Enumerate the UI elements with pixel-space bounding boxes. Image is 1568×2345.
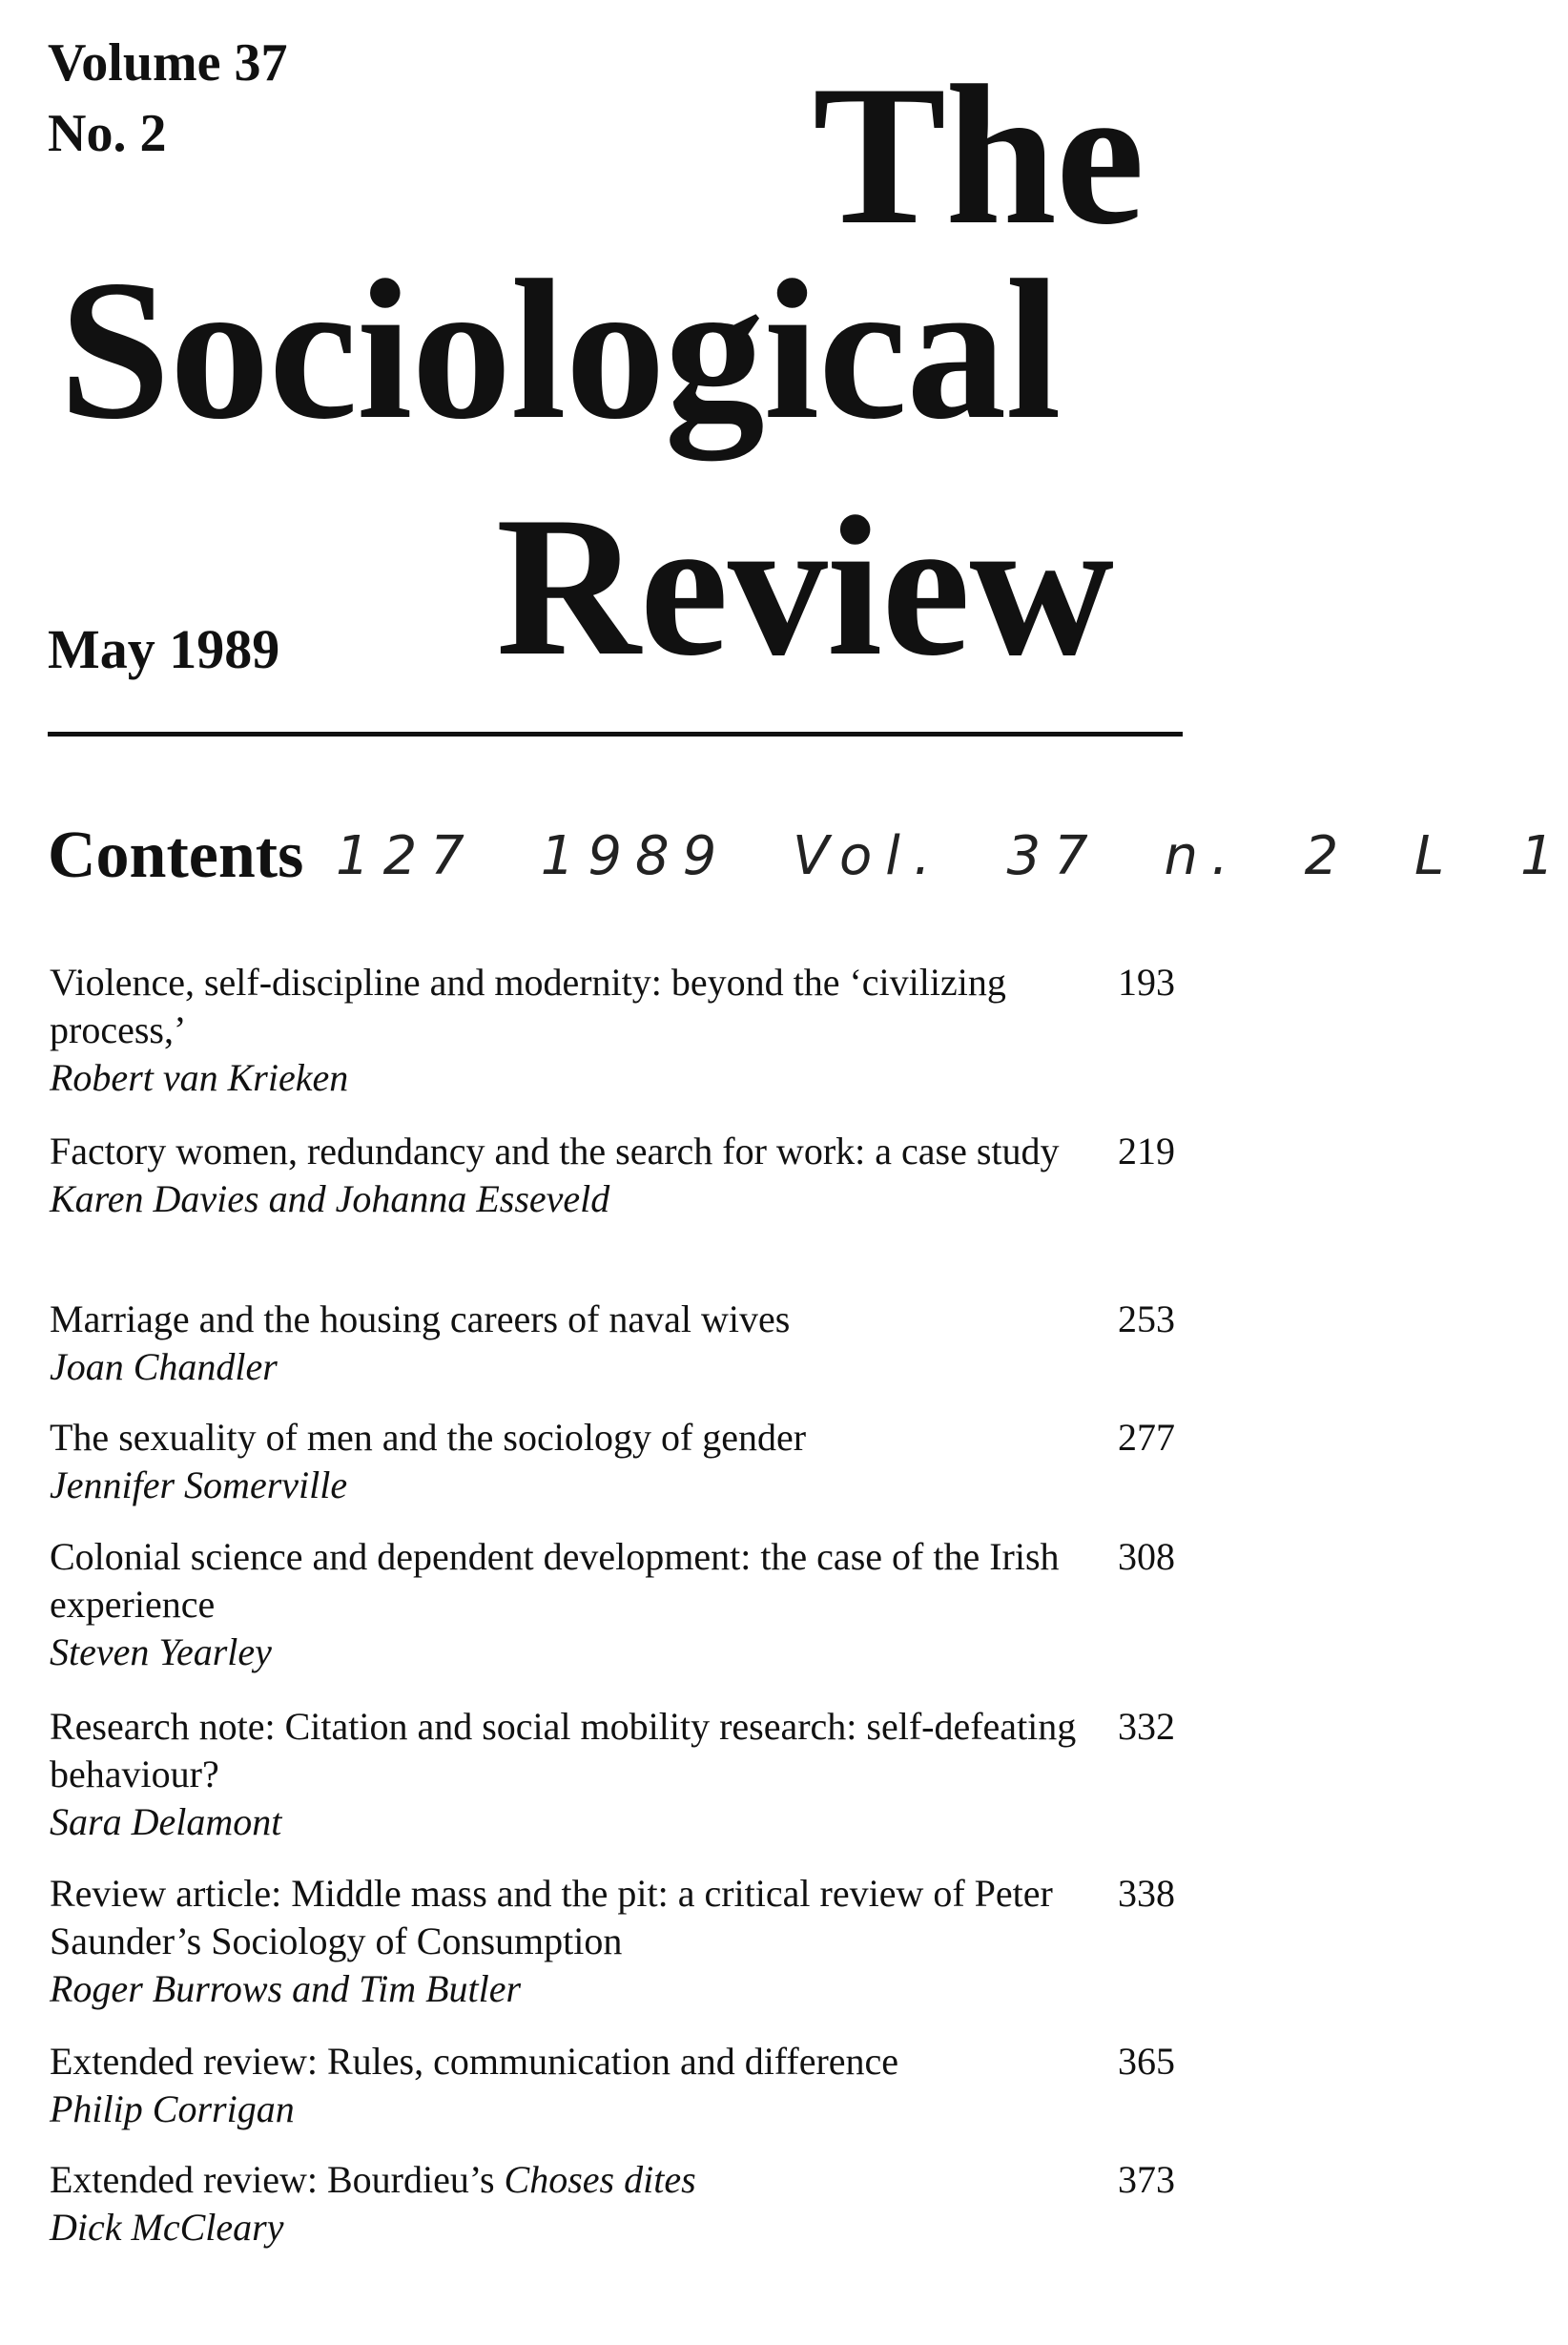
header-divider bbox=[48, 732, 1183, 737]
toc-item-page: 373 bbox=[1118, 2158, 1175, 2201]
toc-item-title: Research note: Citation and social mobility research: self-defeating behaviour? bbox=[50, 1705, 1077, 1795]
contents-heading: Contents bbox=[48, 819, 304, 892]
toc-item-title: Colonial science and dependent development: the case of the Irish experience bbox=[50, 1535, 1060, 1626]
toc-item-page: 193 bbox=[1118, 961, 1175, 1004]
toc-item-author: Jennifer Somerville bbox=[50, 1463, 348, 1506]
volume-label: Volume 37 bbox=[48, 33, 288, 93]
toc-item bbox=[50, 1128, 1175, 1223]
toc-item bbox=[50, 1533, 1175, 1676]
toc-item-title-prefix: Extended review: Bourdieu’s bbox=[50, 2158, 505, 2201]
toc-item-title: Review article: Middle mass and the pit: a critical review of Peter Saunder’s Sociology of Consumption bbox=[50, 1872, 1053, 1962]
journal-title-sociological: Sociological bbox=[59, 239, 1061, 461]
toc-item-author: Joan Chandler bbox=[50, 1345, 278, 1388]
toc-item-page: 332 bbox=[1118, 1705, 1175, 1748]
toc-item-author: Roger Burrows and Tim Butler bbox=[50, 1967, 522, 2010]
toc-item-author: Sara Delamont bbox=[50, 1800, 282, 1843]
toc-item bbox=[50, 2038, 1175, 2133]
toc-item-author: Karen Davies and Johanna Esseveld bbox=[50, 1177, 610, 1220]
toc-item bbox=[50, 2156, 1175, 2252]
toc-item-page: 219 bbox=[1118, 1130, 1175, 1172]
toc-item-title bbox=[50, 2156, 1118, 2204]
toc-item-title: Marriage and the housing careers of naval wives bbox=[50, 1297, 791, 1340]
toc-item-title: The sexuality of men and the sociology of gender bbox=[50, 1416, 807, 1459]
toc-item-page: 365 bbox=[1118, 2040, 1175, 2083]
toc-item bbox=[50, 1296, 1175, 1391]
toc-item bbox=[50, 1703, 1175, 1846]
issue-number: No. 2 bbox=[48, 104, 167, 163]
issue-date: May 1989 bbox=[48, 618, 280, 680]
journal-title-review: Review bbox=[496, 476, 1114, 697]
toc-item bbox=[50, 1870, 1175, 2013]
toc-item-page: 253 bbox=[1118, 1297, 1175, 1340]
toc-item bbox=[50, 1414, 1175, 1509]
toc-item-page: 308 bbox=[1118, 1535, 1175, 1578]
toc-item-title-italic: Choses dites bbox=[504, 2158, 696, 2201]
toc-item-author: Philip Corrigan bbox=[50, 2087, 295, 2130]
handwritten-catalog-note: 127 1989 Vol. 37 n. 2 L 1 bbox=[336, 825, 1568, 887]
toc-item-title: Factory women, redundancy and the search for work: a case study bbox=[50, 1130, 1060, 1172]
toc-item bbox=[50, 959, 1175, 1102]
toc-item-page: 277 bbox=[1118, 1416, 1175, 1459]
toc-item-page: 338 bbox=[1118, 1872, 1175, 1915]
toc-item-author: Dick McCleary bbox=[50, 2206, 284, 2249]
toc-item-author: Robert van Krieken bbox=[50, 1056, 349, 1099]
toc-item-title: Violence, self-discipline and modernity: beyond the ‘civilizing process,’ bbox=[50, 961, 1006, 1051]
journal-title-the: The bbox=[813, 45, 1145, 266]
toc-item-author: Steven Yearley bbox=[50, 1630, 272, 1673]
toc-item-title: Extended review: Rules, communication and difference bbox=[50, 2040, 899, 2083]
